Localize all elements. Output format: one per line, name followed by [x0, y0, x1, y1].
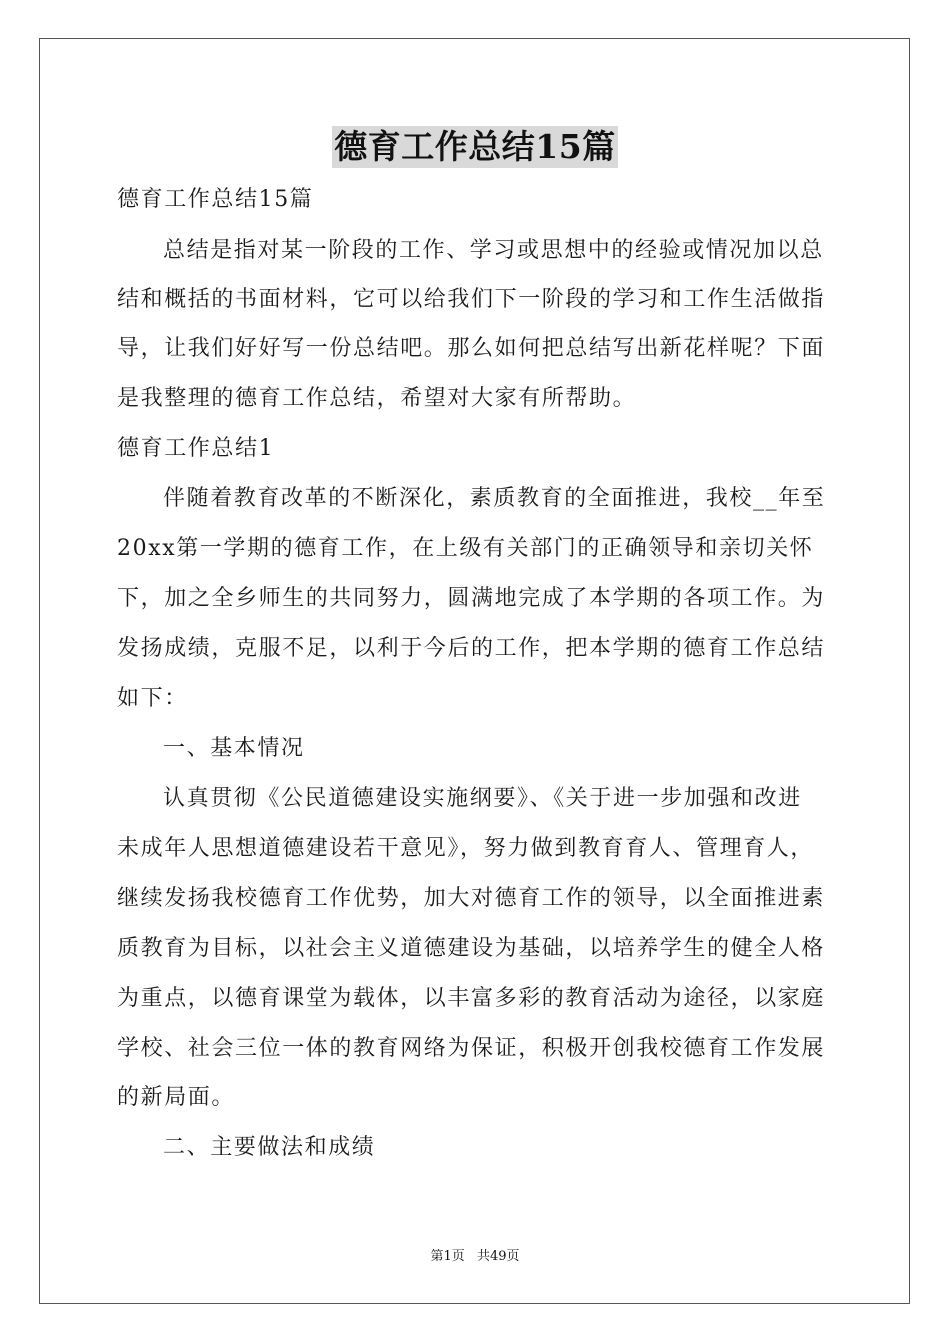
basic-line: 未成年人思想道德建设若干意见》，努力做到教育育人、管理育人， — [117, 836, 815, 861]
section-heading: 德育工作总结1 — [117, 436, 275, 461]
intro-line: 结和概括的书面材料，它可以给我们下一阶段的学习和工作生活做指 — [117, 287, 826, 312]
basic-line: 学校、社会三位一体的教育网络为保证，积极开创我校德育工作发展 — [117, 1036, 826, 1061]
section-line: 伴随着教育改革的不断深化，素质教育的全面推进，我校__年至 — [163, 486, 826, 511]
subheading-methods: 二、主要做法和成绩 — [163, 1135, 376, 1160]
title-wrap — [0, 126, 950, 168]
basic-line: 为重点，以德育课堂为载体，以丰富多彩的教育活动为途径，以家庭 — [117, 986, 826, 1011]
section-line: 20xx第一学期的德育工作，在上级有关部门的正确领导和亲切关怀 — [117, 536, 814, 561]
page-footer — [0, 1248, 950, 1266]
document-title: 德育工作总结15篇 — [334, 127, 616, 166]
section-line: 下，加之全乡师生的共同努力，圆满地完成了本学期的各项工作。为 — [117, 586, 826, 611]
section-line: 发扬成绩，克服不足，以利于今后的工作，把本学期的德育工作总结 — [117, 636, 826, 661]
section-line: 如下： — [117, 686, 188, 711]
page-frame — [39, 38, 910, 1304]
intro-line: 导，让我们好好写一份总结吧。那么如何把总结写出新花样呢？下面 — [117, 336, 826, 361]
page-number: 第1页 — [430, 1249, 465, 1264]
basic-line: 继续发扬我校德育工作优势，加大对德育工作的领导，以全面推进素 — [117, 886, 826, 911]
document-subtitle: 德育工作总结15篇 — [117, 187, 314, 212]
page-total: 共49页 — [476, 1249, 520, 1264]
subheading-basic: 一、基本情况 — [163, 736, 305, 761]
basic-line: 的新局面。 — [117, 1085, 236, 1110]
basic-line: 质教育为目标，以社会主义道德建设为基础，以培养学生的健全人格 — [117, 936, 826, 961]
intro-line: 总结是指对某一阶段的工作、学习或思想中的经验或情况加以总 — [163, 238, 824, 263]
basic-line: 认真贯彻《公民道德建设实施纲要》、《关于进一步加强和改进 — [163, 786, 802, 811]
intro-line: 是我整理的德育工作总结，希望对大家有所帮助。 — [117, 386, 637, 411]
